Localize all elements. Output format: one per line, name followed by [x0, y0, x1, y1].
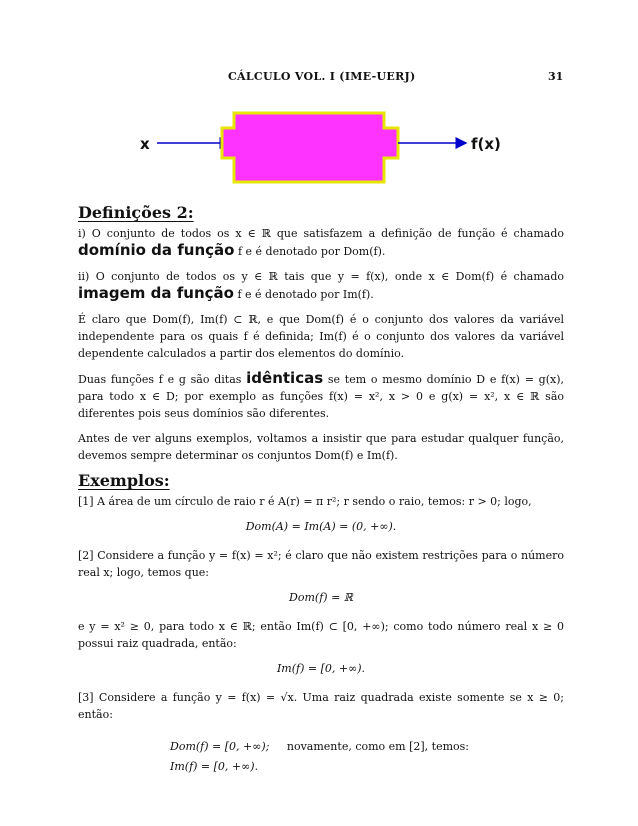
example-3-note: novamente, como em [2], temos:: [286, 740, 469, 753]
paragraph-identical: Duas funções f e g são ditas idênticas se tem o mesmo domínio D e f(x) = g(x), para todo x ∈ D; por exemplo as funções f(x) = x², x > 0 e g(x) = x², x ∈ ℝ são diferentes pois seus domínios são diferentes.: [78, 369, 564, 420]
example-2-display-2: Im(f) = [0, +∞).: [276, 662, 366, 675]
paragraph-domain-image: É claro que Dom(f), Im(f) ⊂ ℝ, e que Dom(f) é o conjunto dos valores da variável independente para os quais f é definida; Im(f) é o conjunto dos valores da variável dependente calculados a partir dos elementos do domínio.: [78, 313, 564, 360]
example-3-dom: Dom(f) = [0, +∞);: [170, 740, 270, 753]
example-2-continued: e y = x² ≥ 0, para todo x ∈ ℝ; então Im(f) ⊂ [0, +∞); como todo número real x ≥ 0 possui raiz quadrada, então:: [78, 620, 564, 650]
page-number: 31: [548, 70, 564, 83]
term-domain: domínio da função: [78, 241, 235, 259]
term-identical: idênticas: [246, 369, 324, 387]
term-image: imagem da função: [78, 284, 234, 302]
example-2: [2] Considere a função y = f(x) = x²; é claro que não existem restrições para o número real x; logo, temos que:: [78, 549, 564, 579]
paragraph-note: Antes de ver alguns exemplos, voltamos a insistir que para estudar qualquer função, devemos sempre determinar os conjuntos Dom(f) e Im(f).: [78, 432, 564, 462]
definitions-heading: Definições 2:: [78, 203, 194, 222]
function-box-figure: [0, 105, 638, 195]
main-text: [78, 204, 564, 777]
definition-domain: i) O conjunto de todos os x ∈ ℝ que satisfazem a definição de função é chamado domínio da função f e é denotado por Dom(f).: [78, 227, 564, 259]
example-3: [3] Considere a função y = f(x) = √x. Uma raiz quadrada existe somente se x ≥ 0; então:: [78, 691, 564, 721]
input-label: x: [140, 135, 150, 153]
function-box: [222, 113, 398, 182]
definition-image: ii) O conjunto de todos os y ∈ ℝ tais que y = f(x), onde x ∈ Dom(f) é chamado imagem da função f e é denotado por Im(f).: [78, 270, 564, 302]
example-1: [1] A área de um círculo de raio r é A(r) = π r²; r sendo o raio, temos: r > 0; logo,: [78, 495, 532, 508]
example-3-im: Im(f) = [0, +∞).: [170, 760, 259, 773]
example-2-display: Dom(f) = ℝ: [289, 591, 353, 604]
example-3-display: [170, 737, 564, 777]
header-title: CÁLCULO VOL. I (IME-UERJ): [228, 70, 416, 83]
function-diagram: [0, 105, 638, 195]
examples-heading: Exemplos:: [78, 471, 170, 490]
output-label: f(x): [471, 135, 501, 153]
example-1-display: Dom(A) = Im(A) = (0, +∞).: [245, 520, 397, 533]
